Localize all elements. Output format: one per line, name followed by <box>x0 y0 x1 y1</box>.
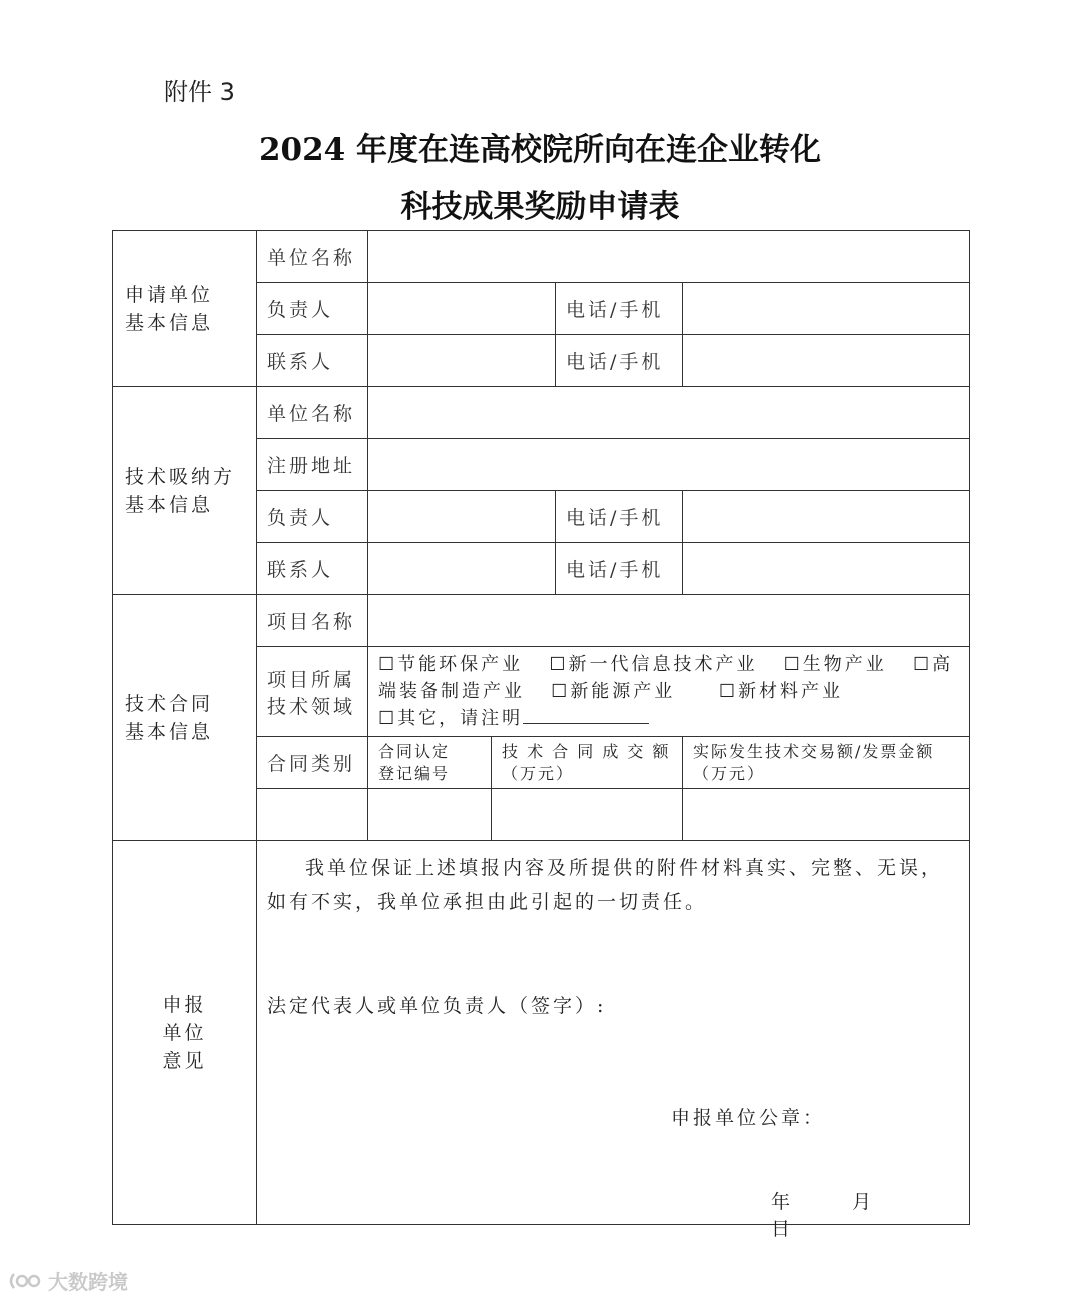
option-new-energy[interactable]: ☐新能源产业 <box>551 681 676 702</box>
option-other[interactable]: ☐其它，请注明 <box>378 708 524 729</box>
checkbox-icon: ☐ <box>912 654 933 675</box>
form-title-line2: 科技成果奖励申请表 <box>400 189 680 225</box>
adopter-unit-name-field[interactable] <box>368 387 970 439</box>
day-label: 日 <box>771 1218 794 1240</box>
tech-field-line1 <box>378 651 959 705</box>
declaration-text: 我单位保证上述填报内容及所提供的附件材料真实、完整、无误，如有不实，我单位承担由此引起的一切责任。 <box>267 857 944 913</box>
adopter-contact-field[interactable] <box>368 543 556 595</box>
tech-field-line2 <box>378 705 959 732</box>
applicant-seal-label: 申报单位公章： <box>671 1107 826 1129</box>
declaration-row <box>113 841 970 1225</box>
adopter-contact-phone-label: 电话/手机 <box>556 543 683 595</box>
actual-amount-field[interactable] <box>683 789 970 841</box>
checkbox-icon: ☐ <box>549 654 569 675</box>
project-name-label: 项目名称 <box>257 595 368 647</box>
applicant-contact-phone-label: 电话/手机 <box>556 335 683 387</box>
applicant-unit-name-label: 单位名称 <box>257 231 368 283</box>
adopter-unit-row <box>113 387 970 439</box>
checkbox-icon: ☐ <box>718 681 739 702</box>
checkbox-icon: ☐ <box>783 654 803 675</box>
contract-section-label: 技术合同 基本信息 <box>113 595 257 841</box>
applicant-leader-field[interactable] <box>368 283 556 335</box>
actual-amount-label: 实际发生技术交易额/发票金额 （万元） <box>683 737 970 789</box>
adopter-leader-field[interactable] <box>368 491 556 543</box>
attachment-label: 附件 3 <box>164 78 235 106</box>
adopter-address-field[interactable] <box>368 439 970 491</box>
month-label: 月 <box>852 1191 875 1213</box>
option-bio[interactable]: ☐生物产业 <box>783 654 887 675</box>
contract-reg-no-label: 合同认定 登记编号 <box>368 737 492 789</box>
applicant-contact-field[interactable] <box>368 335 556 387</box>
applicant-leader-label: 负责人 <box>257 283 368 335</box>
watermark-icon <box>8 1270 44 1292</box>
contract-reg-no-field[interactable] <box>368 789 492 841</box>
project-name-field[interactable] <box>368 595 970 647</box>
tech-field-label: 项目所属 技术领域 <box>257 647 368 737</box>
watermark-text: 大数跨境 <box>48 1270 128 1294</box>
declaration-content <box>257 841 970 1240</box>
adopter-leader-phone-label: 电话/手机 <box>556 491 683 543</box>
declaration-section-label: 申报 单位 意见 <box>113 841 257 1225</box>
adopter-address-label: 注册地址 <box>257 439 368 491</box>
other-specify-blank[interactable] <box>523 705 649 724</box>
watermark-logo <box>8 1266 128 1295</box>
adopter-leader-label: 负责人 <box>257 491 368 543</box>
applicant-leader-phone-field[interactable] <box>683 283 970 335</box>
adopter-contact-label: 联系人 <box>257 543 368 595</box>
adopter-unit-name-label: 单位名称 <box>257 387 368 439</box>
applicant-unit-row <box>113 231 970 283</box>
adopter-contact-phone-field[interactable] <box>683 543 970 595</box>
checkbox-icon: ☐ <box>551 681 571 702</box>
checkbox-icon: ☐ <box>378 708 398 729</box>
declaration-date <box>771 1187 969 1241</box>
tech-field-options <box>368 647 970 737</box>
contract-amount-field[interactable] <box>492 789 683 841</box>
option-energy-saving[interactable]: ☐节能环保产业 <box>378 654 524 675</box>
contract-type-label: 合同类别 <box>257 737 368 789</box>
applicant-contact-label: 联系人 <box>257 335 368 387</box>
applicant-section-label: 申请单位 基本信息 <box>113 231 257 387</box>
year-label: 年 <box>771 1191 794 1213</box>
applicant-unit-name-field[interactable] <box>368 231 970 283</box>
contract-type-field[interactable] <box>257 789 368 841</box>
adopter-leader-phone-field[interactable] <box>683 491 970 543</box>
adopter-section-label: 技术吸纳方 基本信息 <box>113 387 257 595</box>
option-high-end-equipment[interactable]: ☐高端装备制造产业 <box>378 654 954 702</box>
checkbox-icon: ☐ <box>378 654 398 675</box>
application-form-table <box>112 230 970 1240</box>
applicant-leader-phone-label: 电话/手机 <box>556 283 683 335</box>
contract-amount-label: 技 术 合 同 成 交 额 （万元） <box>492 737 683 789</box>
applicant-contact-phone-field[interactable] <box>683 335 970 387</box>
form-title-line1: 2024 年度在连高校院所向在连企业转化 <box>258 132 822 168</box>
option-new-it[interactable]: ☐新一代信息技术产业 <box>549 654 758 675</box>
legal-representative-signature: 法定代表人或单位负责人（签字）: <box>267 995 607 1017</box>
option-new-material[interactable]: ☐新材料产业 <box>718 681 844 702</box>
contract-project-row <box>113 595 970 647</box>
